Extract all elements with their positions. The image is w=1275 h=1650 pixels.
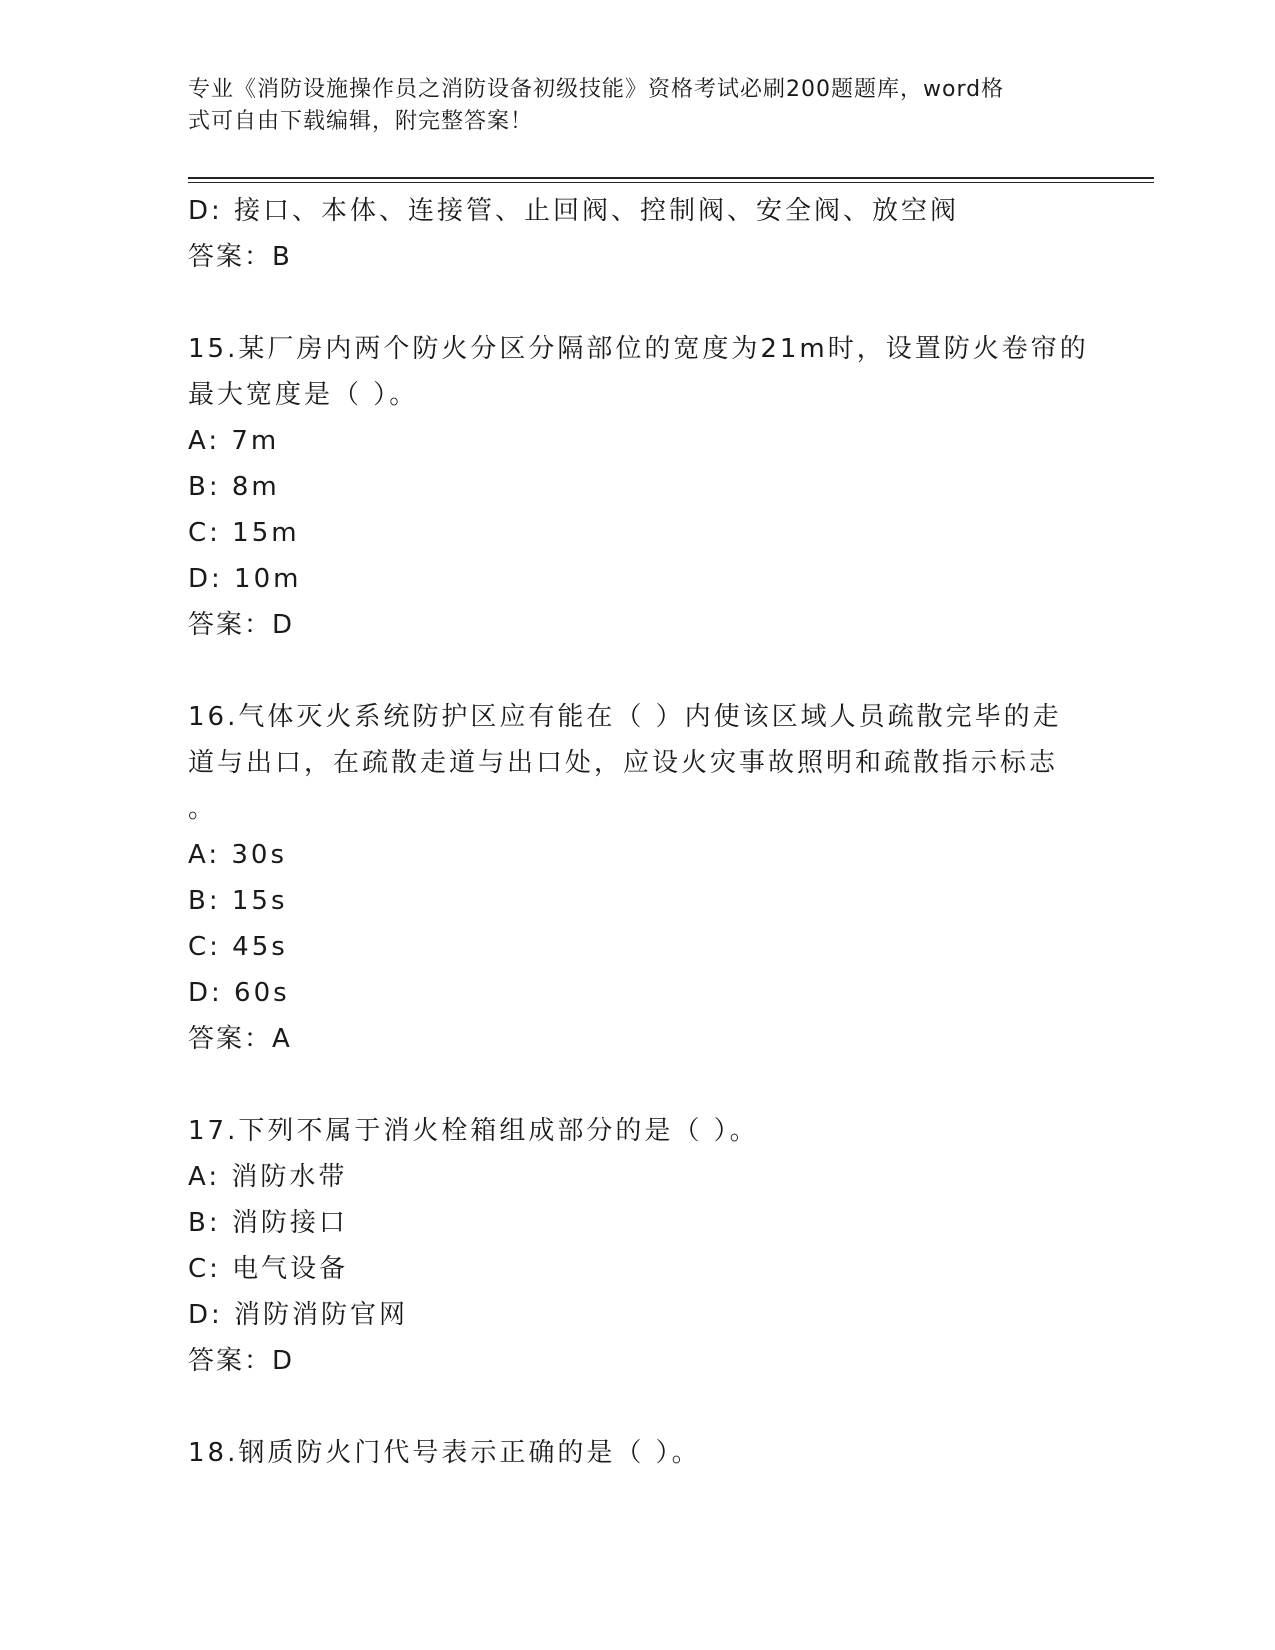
header-divider-thin bbox=[188, 182, 1154, 183]
question-18 bbox=[188, 1430, 1088, 1476]
question-17-option-b: B: 消防接口 bbox=[188, 1208, 348, 1238]
question-15-option-d: D: 10m bbox=[188, 564, 302, 594]
question-15-answer: 答案：D bbox=[188, 610, 295, 640]
question-15 bbox=[188, 326, 1088, 648]
header-line-1: 专业《消防设施操作员之消防设备初级技能》资格考试必刷200题题库，word格 bbox=[188, 77, 1005, 102]
question-15-text-line-2: 最大宽度是（ ）。 bbox=[188, 380, 419, 410]
question-17-text-line-1: 17.下列不属于消火栓箱组成部分的是（ ）。 bbox=[188, 1116, 759, 1146]
question-17-option-c: C: 电气设备 bbox=[188, 1254, 349, 1284]
question-17-option-d: D: 消防消防官网 bbox=[188, 1300, 409, 1330]
question-17 bbox=[188, 1108, 1088, 1384]
question-16-text-line-1: 16.气体灭火系统防护区应有能在（ ）内使该区域人员疏散完毕的走 bbox=[188, 702, 1062, 732]
header-divider-thick bbox=[188, 177, 1154, 179]
question-16-answer: 答案：A bbox=[188, 1024, 292, 1054]
question-15-option-a: A: 7m bbox=[188, 426, 280, 456]
spacer bbox=[188, 648, 1088, 694]
question-16-option-d: D: 60s bbox=[188, 978, 290, 1008]
question-17-option-a: A: 消防水带 bbox=[188, 1162, 348, 1192]
prev-answer: 答案：B bbox=[188, 242, 292, 272]
prev-option-d: D: 接口、本体、连接管、止回阀、控制阀、安全阀、放空阀 bbox=[188, 196, 960, 226]
header-line-2: 式可自由下载编辑，附完整答案！ bbox=[188, 109, 534, 134]
spacer bbox=[188, 1384, 1088, 1430]
question-16-option-b: B: 15s bbox=[188, 886, 288, 916]
question-16-option-c: C: 45s bbox=[188, 932, 288, 962]
spacer bbox=[188, 1062, 1088, 1108]
question-15-option-c: C: 15m bbox=[188, 518, 300, 548]
question-18-text-line-1: 18.钢质防火门代号表示正确的是（ ）。 bbox=[188, 1438, 701, 1468]
question-list bbox=[188, 188, 1088, 1476]
spacer bbox=[188, 280, 1088, 326]
question-15-option-b: B: 8m bbox=[188, 472, 280, 502]
question-16-text-line-3: 。 bbox=[188, 794, 218, 824]
question-16-text-line-2: 道与出口，在疏散走道与出口处，应设火灾事故照明和疏散指示标志 bbox=[188, 748, 1059, 778]
question-16-option-a: A: 30s bbox=[188, 840, 287, 870]
question-16 bbox=[188, 694, 1088, 1062]
question-15-text-line-1: 15.某厂房内两个防火分区分隔部位的宽度为21m时，设置防火卷帘的 bbox=[188, 334, 1089, 364]
document-header bbox=[188, 74, 1068, 138]
question-17-answer: 答案：D bbox=[188, 1346, 295, 1376]
